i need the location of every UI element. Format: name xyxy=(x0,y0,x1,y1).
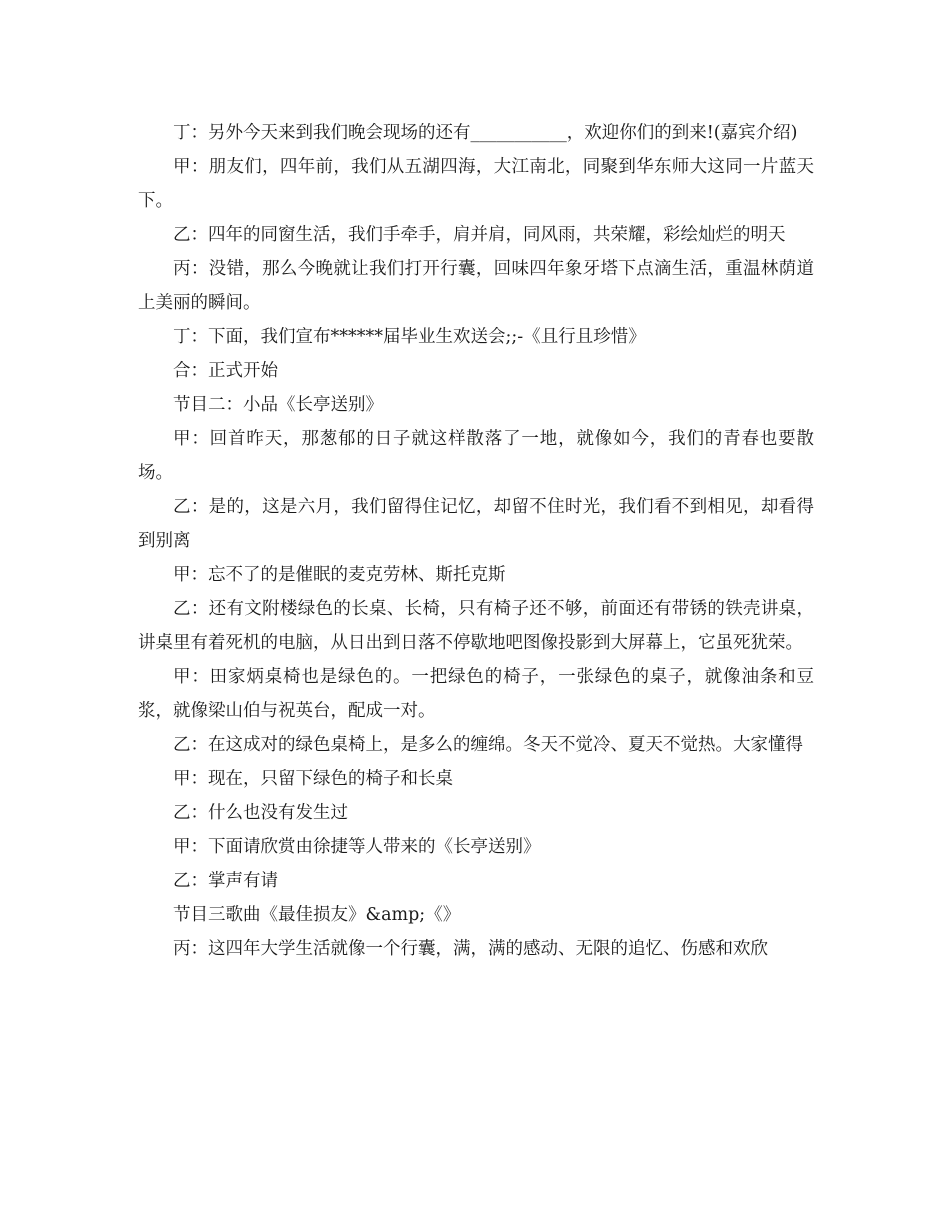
paragraph: 丁：下面，我们宣布******届毕业生欢送会;;-《且行且珍惜》 xyxy=(173,327,646,347)
paragraph: 甲：下面请欣赏由徐捷等人带来的《长亭送别》 xyxy=(173,837,541,857)
paragraph: 甲：田家炳桌椅也是绿色的。一把绿色的椅子，一张绿色的桌子，就像油条和豆浆，就像梁山伯与祝英台，配成一对。 xyxy=(138,667,814,721)
paragraph: 丙：这四年大学生活就像一个行囊，满，满的感动、无限的追忆、伤感和欢欣 xyxy=(173,939,768,959)
paragraph: 合：正式开始 xyxy=(173,361,278,381)
paragraph: 丙：没错，那么今晚就让我们打开行囊，回味四年象牙塔下点滴生活，重温林荫道上美丽的瞬间。 xyxy=(138,259,814,313)
paragraph: 乙：什么也没有发生过 xyxy=(173,803,348,823)
paragraph: 甲：朋友们，四年前，我们从五湖四海，大江南北，同聚到华东师大这同一片蓝天下。 xyxy=(138,157,814,211)
paragraph: 乙：还有文附楼绿色的长桌、长椅，只有椅子还不够，前面还有带锈的铁壳讲桌，讲桌里有着死机的电脑，从日出到日落不停歇地吧图像投影到大屏幕上，它虽死犹荣。 xyxy=(138,599,814,653)
paragraph: 乙：是的，这是六月，我们留得住记忆，却留不住时光，我们看不到相见，却看得到别离 xyxy=(138,497,814,551)
section-heading: 节目二：小品《长亭送别》 xyxy=(173,395,383,415)
paragraph: 乙：四年的同窗生活，我们手牵手，肩并肩，同风雨，共荣耀，彩绘灿烂的明天 xyxy=(173,225,786,245)
document-body xyxy=(138,116,814,966)
paragraph: 甲：忘不了的是催眠的麦克劳林、斯托克斯 xyxy=(173,565,506,585)
paragraph: 乙：在这成对的绿色桌椅上，是多么的缠绵。冬天不觉冷、夏天不觉热。大家懂得 xyxy=(173,735,803,755)
paragraph: 丁：另外今天来到我们晚会现场的还有___________，欢迎你们的到来!(嘉宾介绍) xyxy=(173,123,798,143)
paragraph: 乙：掌声有请 xyxy=(173,871,278,891)
paragraph: 甲：现在，只留下绿色的椅子和长桌 xyxy=(173,769,453,789)
section-heading: 节目三歌曲《最佳损友》&amp;《》 xyxy=(173,905,461,925)
paragraph: 甲：回首昨天，那葱郁的日子就这样散落了一地，就像如今，我们的青春也要散场。 xyxy=(138,429,814,483)
